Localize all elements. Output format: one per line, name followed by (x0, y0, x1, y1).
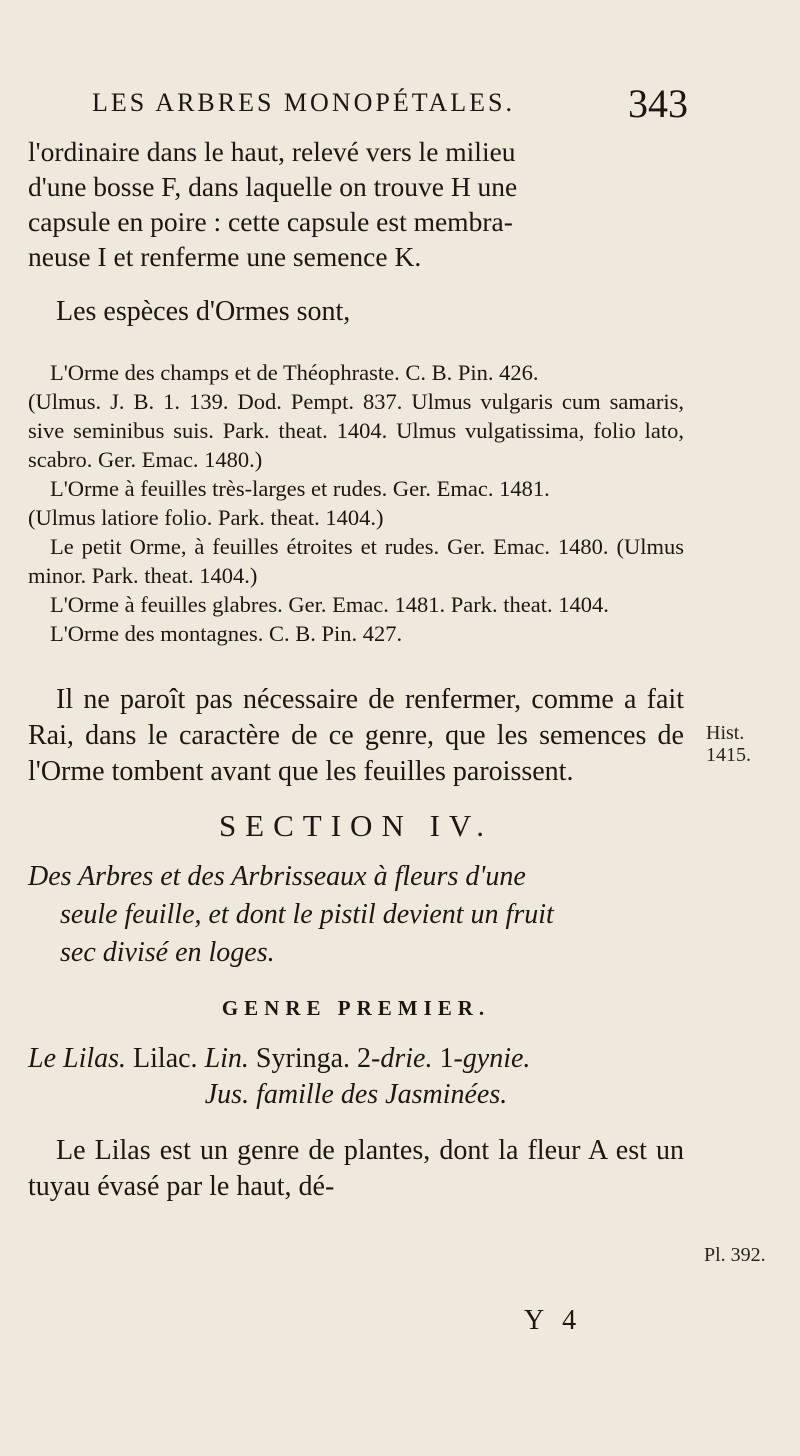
species-entry: L'Orme des montagnes. C. B. Pin. 427. (50, 621, 403, 646)
section-desc-line: sec divisé en loges. (60, 937, 275, 968)
genus-name-latin: Syringa. 2- (248, 1043, 381, 1074)
linnaeus-abbrev: Lin. (204, 1043, 249, 1074)
species-entry: Le petit Orme, à feuilles étroites et rudes. Ger. Emac. 1480. (Ulmus minor. Park. theat. 1404.) (28, 534, 684, 588)
genus-heading: GENRE PREMIER. (221, 996, 491, 1020)
margin-note-line: Hist. (706, 722, 745, 744)
section-desc-line: Des Arbres et des Arbrisseaux à fleurs d'une (28, 861, 526, 892)
genus-name-french: Le Lilas. (28, 1043, 127, 1074)
order-term: gynie. (462, 1043, 531, 1074)
genus-line (28, 1041, 684, 1077)
text-line: capsule en poire : cette capsule est membra- (28, 206, 513, 237)
genus-name-english: Lilac. (126, 1043, 205, 1074)
species-synonyms: (Ulmus. J. B. 1. 139. Dod. Pempt. 837. Ulmus vulgaris cum samaris, sive seminibus suis. Park. theat. 1404. Ulmus vulgatissima, folio lato, scabro. Ger. Emac. 1480.) (28, 389, 684, 472)
signature-mark: Y 4 (524, 1305, 583, 1336)
page-body (28, 134, 684, 1233)
species-entry: L'Orme à feuilles très-larges et rudes. Ger. Emac. 1481. (50, 476, 550, 501)
final-paragraph: Le Lilas est un genre de plantes, dont la fleur A est un tuyau évasé par le haut, dé- (28, 1135, 684, 1202)
page-header (92, 80, 688, 130)
text-line: l'ordinaire dans le haut, relevé vers le milieu (28, 136, 516, 167)
species-lead: Les espèces d'Ormes sont, (56, 296, 351, 327)
genus-family: Jus. famille des Jasminées. (204, 1079, 508, 1110)
running-title: LES ARBRES MONOPÉTALES. (92, 88, 516, 117)
intro-paragraph (28, 134, 684, 274)
species-synonyms: (Ulmus latiore folio. Park. theat. 1404.) (28, 505, 384, 530)
section-title: SECTION IV. (218, 808, 494, 843)
text-line: neuse I et renferme une semence K. (28, 241, 422, 272)
margin-note (706, 722, 751, 766)
note-paragraph: Il ne paroît pas nécessaire de renfermer, comme a fait Rai, dans le caractère de ce genre, que les semences de l'Orme tombent avant que les feuilles paroissent. (28, 684, 684, 787)
note-block (28, 682, 684, 790)
page-number: 343 (628, 81, 688, 126)
section-description (28, 858, 684, 972)
text-line: d'une bosse F, dans laquelle on trouve H une (28, 171, 518, 202)
species-entry: L'Orme à feuilles glabres. Ger. Emac. 1481. Park. theat. 1404. (50, 592, 609, 617)
order-number: 1- (432, 1043, 463, 1074)
margin-note-plate: Pl. 392. (704, 1244, 766, 1266)
species-entry: L'Orme des champs et de Théophraste. C. B. Pin. 426. (50, 360, 539, 385)
species-list (28, 358, 684, 648)
margin-note-line: 1415. (706, 744, 751, 766)
section-desc-line: seule feuille, et dont le pistil devient un fruit (60, 899, 554, 930)
class-term: drie. (380, 1043, 433, 1074)
